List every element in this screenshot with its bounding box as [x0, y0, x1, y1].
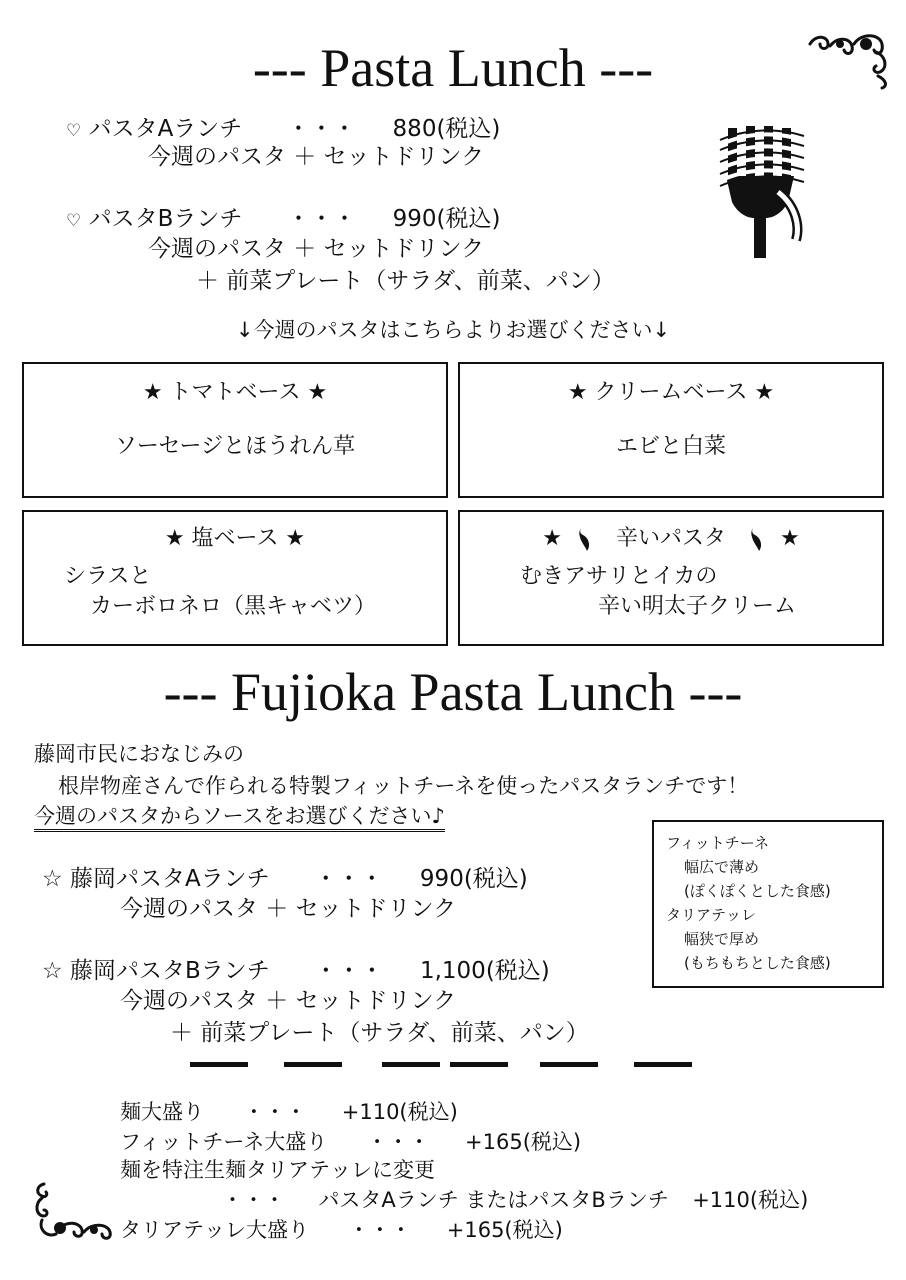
- sauce-box-item: シラスと: [64, 564, 152, 589]
- note-line: 幅狭で厚め: [684, 930, 760, 948]
- heart-icon: ♡: [66, 121, 82, 141]
- sauce-box-tomato: [22, 362, 448, 498]
- fujioka-a-line: [42, 864, 528, 894]
- lunch-b-price: 990(税込): [392, 206, 501, 232]
- note-line: フィットチーネ: [666, 834, 770, 852]
- lunch-a-dots: ・・・: [286, 116, 356, 142]
- option-line: タリアテッレ大盛り ・・・ +165(税込): [120, 1218, 563, 1242]
- lunch-a-price: 880(税込): [392, 116, 501, 142]
- heart-icon: ♡: [66, 211, 82, 231]
- page-title: --- Pasta Lunch ---: [252, 38, 654, 98]
- sauce-box-spicy: [458, 510, 884, 646]
- separator-dash: [450, 1062, 508, 1067]
- fujioka-b-dots: ・・・: [314, 958, 384, 984]
- option-line: ・・・ パスタAランチ またはパスタBランチ +110(税込): [222, 1188, 809, 1212]
- sauce-box-heading: ★ トマトベース ★: [142, 380, 328, 405]
- sauce-box-heading: ★ 辛いパスタ ★: [542, 526, 800, 551]
- separator-dash: [284, 1062, 342, 1067]
- fujioka-b-line: [42, 956, 550, 986]
- sauce-box-cream: [458, 362, 884, 498]
- fujioka-b-detail2: ＋ 前菜プレート（サラダ、前菜、パン）: [170, 1020, 589, 1046]
- fujioka-a-price: 990(税込): [419, 866, 528, 892]
- fujioka-a-dots: ・・・: [314, 866, 384, 892]
- note-line: (ぽくぽくとした食感): [684, 882, 831, 900]
- fujioka-b-name: 藤岡パスタBランチ: [69, 958, 270, 984]
- lunch-b-name: パスタBランチ: [88, 206, 243, 232]
- separator-dash: [540, 1062, 598, 1067]
- chili-pepper-icon: [575, 526, 595, 552]
- choose-prompt: ↓今週のパスタはこちらよりお選びください↓: [235, 318, 671, 342]
- note-line: (もちもちとした食感): [684, 954, 831, 972]
- fujioka-a-detail: 今週のパスタ ＋ セットドリンク: [120, 896, 457, 922]
- fujioka-title: --- Fujioka Pasta Lunch ---: [163, 662, 743, 722]
- option-line: 麺大盛り ・・・ +110(税込): [120, 1100, 458, 1124]
- sauce-box-heading: ★ クリームベース ★: [567, 380, 775, 405]
- noodle-note-box: [652, 820, 884, 988]
- option-line: フィットチーネ大盛り ・・・ +165(税込): [120, 1130, 582, 1154]
- sauce-box-item: ソーセージとほうれん草: [114, 434, 356, 459]
- lunch-a-name: パスタAランチ: [88, 116, 243, 142]
- option-line: 麺を特注生麺タリアテッレに変更: [120, 1158, 435, 1182]
- fork-pasta-icon: [718, 122, 808, 262]
- fujioka-b-price: 1,100(税込): [419, 958, 550, 984]
- corner-ornament-icon: [30, 1180, 120, 1244]
- lunch-a-detail: 今週のパスタ ＋ セットドリンク: [148, 144, 485, 170]
- note-line: タリアテッレ: [666, 906, 757, 924]
- sauce-box-salt: [22, 510, 448, 646]
- lunch-b-dots: ・・・: [286, 206, 356, 232]
- chili-pepper-icon: [747, 526, 767, 552]
- sauce-box-item: 辛い明太子クリーム: [598, 594, 797, 619]
- sauce-box-heading: ★ 塩ベース ★: [164, 526, 306, 551]
- star-outline-icon: ☆: [42, 866, 63, 892]
- lunch-b-line: [66, 204, 500, 236]
- fujioka-b-detail: 今週のパスタ ＋ セットドリンク: [120, 988, 457, 1014]
- star-outline-icon: ☆: [42, 958, 63, 984]
- sauce-box-item: エビと白菜: [615, 434, 726, 459]
- note-line: 幅広で薄め: [684, 858, 760, 876]
- sauce-box-item: むきアサリとイカの: [520, 564, 718, 589]
- separator-dash: [382, 1062, 440, 1067]
- sauce-box-item: カーボロネロ（黒キャベツ）: [90, 594, 377, 619]
- lunch-b-detail2: ＋ 前菜プレート（サラダ、前菜、パン）: [196, 268, 615, 294]
- intro-line: 藤岡市民におなじみの: [34, 742, 244, 766]
- fujioka-a-name: 藤岡パスタAランチ: [69, 866, 270, 892]
- lunch-b-detail: 今週のパスタ ＋ セットドリンク: [148, 236, 485, 262]
- separator-dash: [634, 1062, 692, 1067]
- intro-line: 今週のパスタからソースをお選びください♪: [34, 802, 445, 830]
- intro-line: 根岸物産さんで作られる特製フィットチーネを使ったパスタランチです！: [58, 774, 749, 798]
- separator-dash: [190, 1062, 248, 1067]
